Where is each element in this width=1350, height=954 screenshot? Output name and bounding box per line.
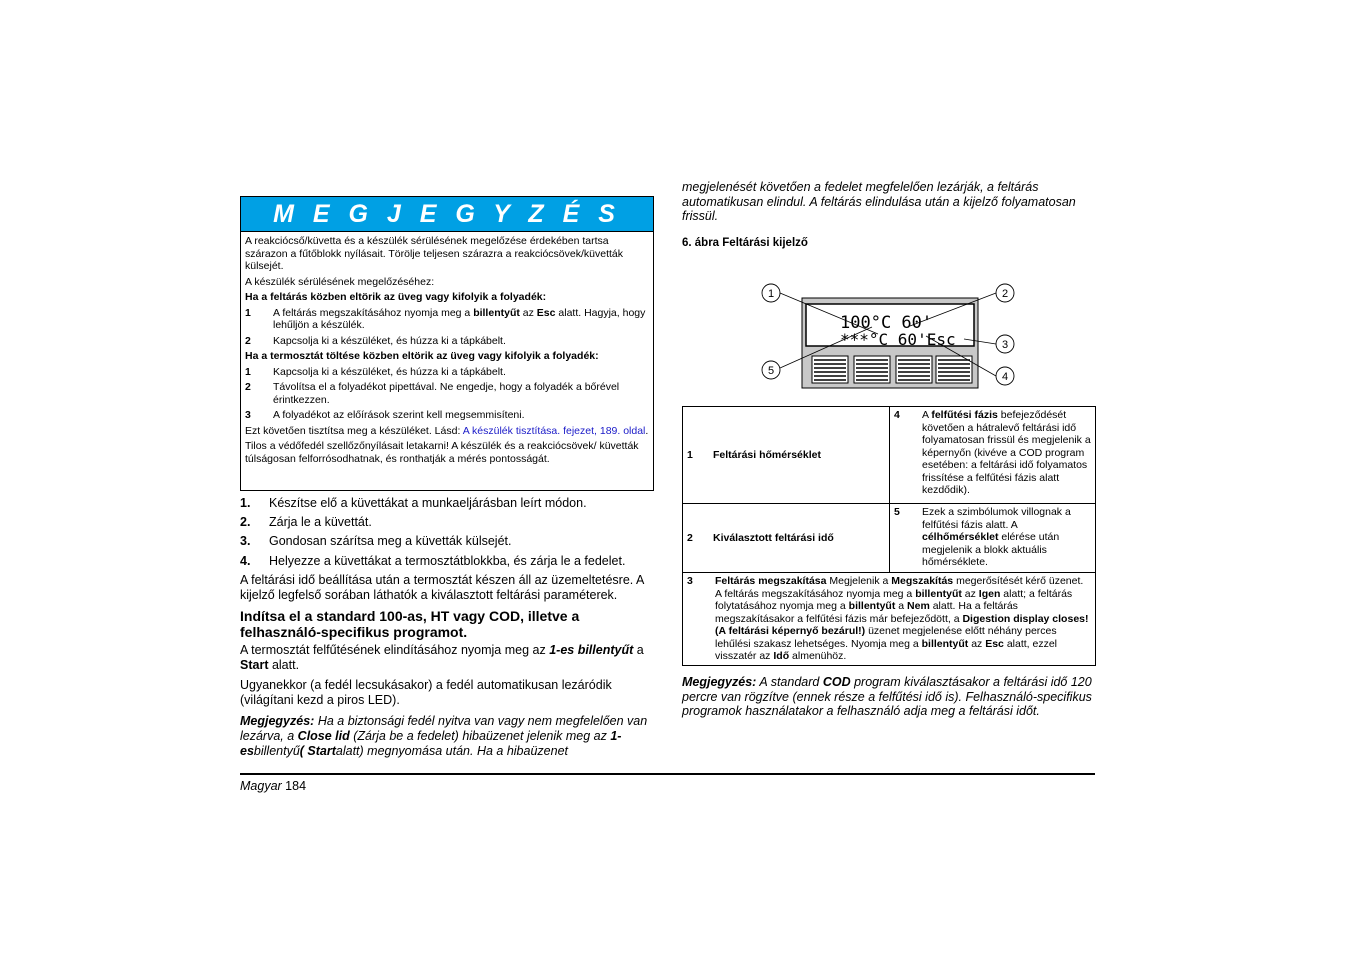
notice-step	[245, 366, 649, 379]
callout-1: 1	[767, 288, 775, 300]
table-cell: 1 Feltárási hőmérséklet	[683, 407, 890, 504]
step-item: 2. Zárja le a küvettát.	[240, 515, 372, 529]
notice-step	[245, 409, 649, 422]
step-number: 3	[245, 409, 251, 421]
notice-step	[245, 335, 649, 348]
step-text: Kapcsolja ki a készüléket, és húzza ki a tápkábelt.	[273, 365, 506, 378]
lid-paragraph: Ugyanekkor (a fedél lecsukásakor) a fedél automatikusan lezáródik (világítani kezd a piros LED).	[240, 678, 612, 707]
table-row	[683, 407, 1096, 504]
heat-paragraph: A termosztát felfűtésének elindításához nyomja meg az 1-es billentyűt a Start alatt.	[240, 643, 644, 672]
step-number: 1	[245, 306, 251, 319]
notice-paragraph: A reakciócső/küvetta és a készülék sérülésének megelőzése érdekében tartsa szárazon a fűtőblokk nyílásait. Törölje teljesen szárazra a reakciócsövek/küvetták külsejét.	[245, 235, 623, 272]
notice-title: M E G J E G Y Z É S	[241, 197, 653, 232]
step-number: 2	[245, 381, 251, 393]
ready-paragraph: A feltárási idő beállítása után a termosztát készen áll az üzemeltetésre. A kijelző legfelső sorában láthatók a kiválasztott feltárási paraméterek.	[240, 573, 644, 602]
start-program-heading: Indítsa el a standard 100-as, HT vagy COD, illetve a felhasználó-specifikus programot.	[240, 608, 580, 640]
notice-body	[241, 232, 653, 465]
cleaning-chapter-link[interactable]: A készülék tisztítása. fejezet, 189. oldal	[462, 424, 646, 437]
table-cell: 2 Kiválasztott feltárási idő	[683, 504, 890, 573]
notice-subheading: Ha a feltárás közben eltörik az üveg vagy kifolyik a folyadék:	[245, 291, 547, 303]
figure-caption: 6. ábra Feltárási kijelző	[682, 237, 808, 249]
table-row	[683, 573, 1096, 666]
table-row	[683, 504, 1096, 573]
notice-step	[245, 307, 649, 332]
step-text: A feltárás megszakításához nyomja meg a billentyűt az Esc alatt. Hagyja, hogy lehűljön a készülék.	[273, 306, 646, 331]
step-text: Kapcsolja ki a készüléket, és húzza ki a tápkábelt.	[273, 334, 506, 347]
notice-step	[245, 381, 649, 406]
callout-5: 5	[767, 365, 775, 377]
left-note: Megjegyzés: Ha a biztonsági fedél nyitva van vagy nem megfelelően van lezárva, a Close lid (Zárja be a fedelet) hibaüzenet jelenik meg az 1-esbillentyű( Startalatt) megnyomása után. Ha a hibaüzenet	[240, 714, 648, 758]
notice-paragraph: Ezt követően tisztítsa meg a készüléket. Lásd: A készülék tisztítása. fejezet, 189. oldal.	[245, 424, 649, 437]
callout-4: 4	[1001, 371, 1009, 383]
digestion-display-figure	[760, 282, 1020, 392]
step-number: 2	[245, 334, 251, 347]
page-footer	[240, 779, 306, 793]
callout-2: 2	[1001, 288, 1009, 300]
callout-3: 3	[1001, 339, 1009, 351]
table-cell: 3 Feltárás megszakítása Megjelenik a Megszakítás megerősítését kérő üzenet. A feltárás megszakításához nyomja meg a billentyűt az Igen alatt; a feltárás folytatásához nyomja meg a billentyűt a Nem alatt. Ha a feltárás megszakításakor a felfűtési fázis már befejeződött, a Digestion display closes! (A feltárási képernyő bezárul!) üzenet megjelenése előtt néhány perces lehűlési szakasz lehetséges. Nyomja meg a billentyűt az Esc alatt, ezzel visszatér az Idő almenühöz.	[683, 573, 1096, 666]
step-item: 1. Készítse elő a küvettákat a munkaeljárásban leírt módon.	[240, 496, 587, 510]
step-text: A folyadékot az előírások szerint kell megsemmisíteni.	[273, 409, 525, 421]
step-item: 4. Helyezze a küvettákat a termosztátblokkba, és zárja le a fedelet.	[240, 554, 626, 568]
step-item: 3. Gondosan szárítsa meg a küvetták külsejét.	[240, 534, 512, 548]
note-continuation: megjelenését követően a fedelet megfelelően lezárják, a feltárás automatikusan elindul. A feltárás elindulása után a kijelző folyamatosan frissül.	[682, 180, 1076, 224]
display-row-2: ***°C 60'Esc	[840, 330, 956, 349]
table-cell: 4 A felfűtési fázis befejeződését követően a hátralevő feltárási idő folyamatosan frissül és megjelenik a képernyőn (kivéve a COD program esetében: a feltárási idő folyamatos frissítése a felfűtési fázis alatt kezdődik).	[890, 407, 1096, 504]
notice-paragraph: Tilos a védőfedél szellőzőnyílásait letakarni! A készülék és a reakciócsövek/ küvetták túlságosan felforrósodhatnak, és ronthatják a mérés pontosságát.	[245, 440, 639, 465]
notice-box	[240, 196, 654, 491]
right-note: Megjegyzés: A standard COD program kiválasztásakor a feltárási idő 120 percre van rögzítve (ennek része a felfűtési idő is). Felhasználó-specifikus programok használatakor a felhasználó adja meg a feltárási időt.	[682, 675, 1092, 719]
footer-language: Magyar	[240, 779, 282, 793]
notice-subheading: Ha a termosztát töltése közben eltörik az üveg vagy kifolyik a folyadék:	[245, 350, 599, 362]
display-row-1: 100°C 60'	[840, 313, 933, 333]
step-number: 1	[245, 365, 251, 378]
step-text: Távolítsa el a folyadékot pipettával. Ne engedje, hogy a folyadék a bőrével érintkezzen.	[273, 381, 620, 406]
figure-legend-table	[682, 406, 1096, 666]
notice-paragraph: A készülék sérülésének megelőzéséhez:	[245, 275, 435, 288]
footer-rule	[240, 773, 1095, 775]
page-number: 184	[285, 779, 307, 793]
table-cell: 5 Ezek a szimbólumok villognak a felfűtési fázis alatt. A célhőmérséklet elérése után megjelenik a blokk aktuális hőmérséklete.	[890, 504, 1096, 573]
